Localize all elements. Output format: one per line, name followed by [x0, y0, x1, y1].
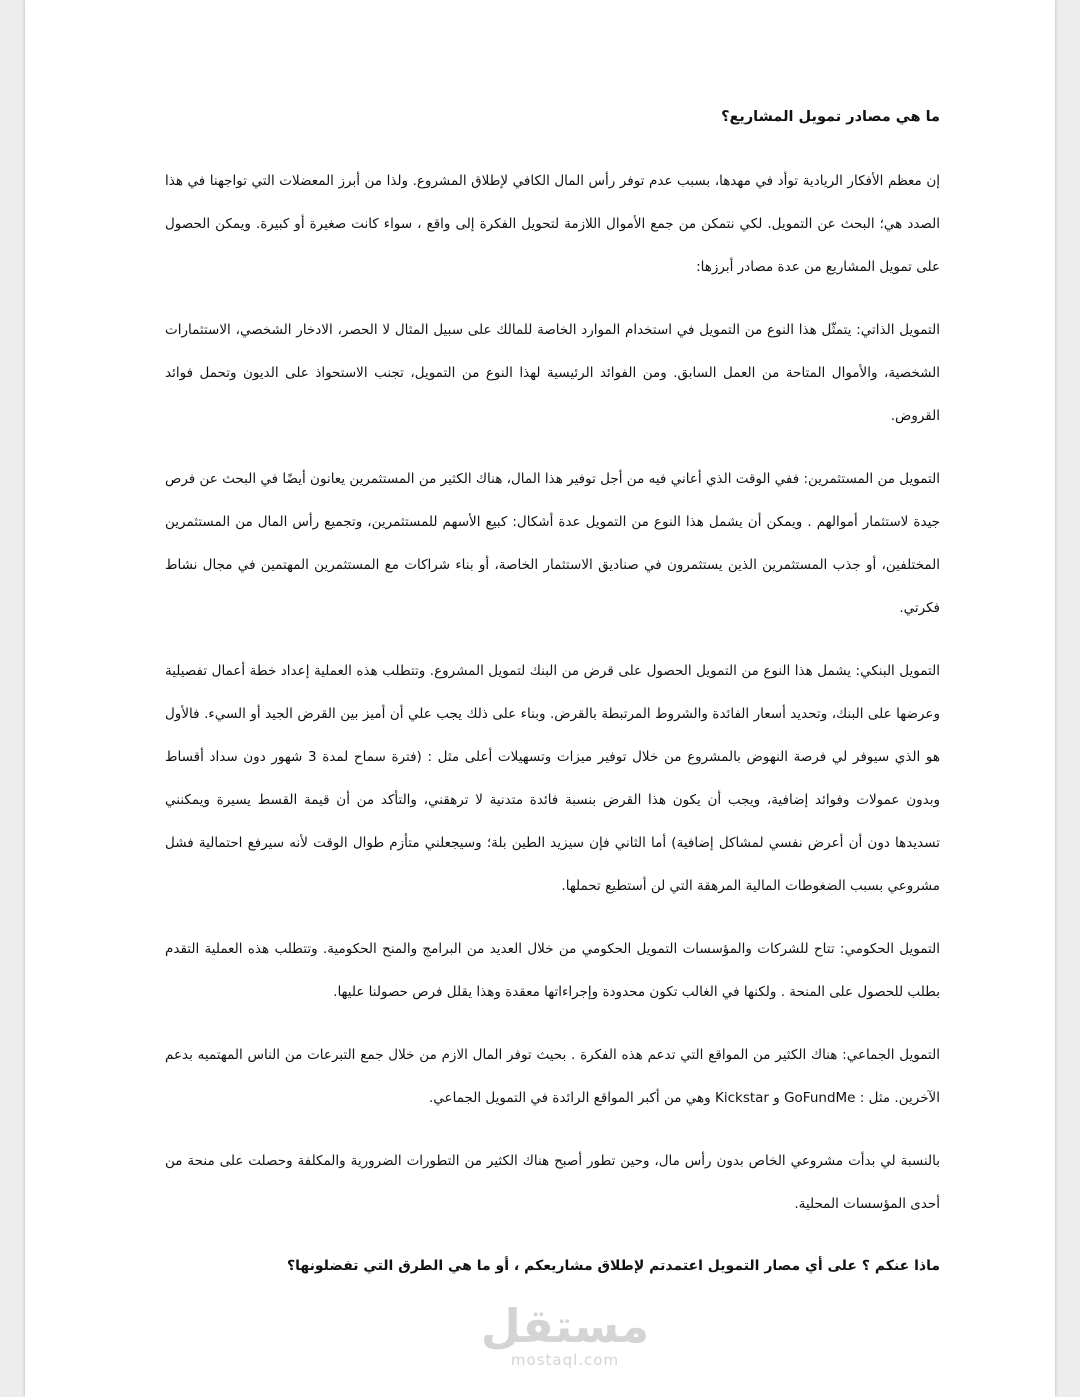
bank-funding-paragraph: التمويل البنكي: يشمل هذا النوع من التمويل الحصول على قرض من البنك لتمويل المشروع. وتتطلب هذه العملية إعداد خطة أعمال تفصيلية وعرضها على البنك، وتحديد أسعار الفائدة والشروط المرتبطة بالقرض. وبناء على ذلك يجب علي أن أميز بين القرض الجيد أو السيء. فالأول هو الذي سيوفر لي فرصة النهوض بالمشروع من خلال توفير ميزات وتسهيلات أعلى مثل : (فترة سماح لمدة 3 شهور دون سداد أقساط وبدون عمولات وفوائد إضافية، ويجب أن يكون هذا القرض بنسبة فائدة متدنية لا ترهقني، والتأكد من أن قيمة القسط يسيرة ويمكنني تسديدها دون أن أعرض نفسي لمشاكل إضافية) أما الثاني فإن سيزيد الطين بلة؛ وسيجعلني متأزم طوال الوقت لأنه سيرفع احتمالية فشل مشروعي بسبب الضغوطات المالية المرهقة التي لن أستطيع تحملها.	[165, 663, 940, 894]
self-funding-paragraph: التمويل الذاتي: يتمثّل هذا النوع من التمويل في استخدام الموارد الخاصة للمالك على سبيل المثال لا الحصر، الادخار الشخصي، الاستثمارات الشخصية، والأموال المتاحة من العمل السابق. ومن الفوائد الرئيسية لهذا النوع من التمويل، تجنب الاستحواذ على الديون وتحمل فوائد القروض.	[165, 322, 940, 424]
document-page	[25, 0, 1055, 1397]
closing-question: ماذا عنكم ؟ على أي مصار التمويل اعتمدتم لإطلاق مشاريعكم ، أو ما هي الطرق التي تفضلونها؟	[287, 1258, 940, 1274]
intro-paragraph: إن معظم الأفكار الريادية توأد في مهدها، بسبب عدم توفر رأس المال الكافي لإطلاق المشروع. ولذا من أبرز المعضلات التي تواجهنا في هذا الصدد هي؛ البحث عن التمويل. لكي نتمكن من جمع الأموال اللازمة لتحويل الفكرة إلى واقع ، سواء كانت صغيرة أو كبيرة. ويمكن الحصول على تمويل المشاريع من عدة مصادر أبرزها:	[165, 173, 940, 275]
watermark-brand-domain: mostaql.com	[510, 1351, 620, 1369]
document-body	[165, 100, 940, 1286]
mostaql-watermark	[465, 1300, 665, 1380]
government-funding-paragraph: التمويل الحكومي: تتاح للشركات والمؤسسات التمويل الحكومي من خلال العديد من البرامج والمنح الحكومية. وتتطلب هذه العملية التقدم بطلب للحصول على المنحة . ولكنها في الغالب تكون محدودة وإجراءاتها معقدة وهذا يقلل فرص حصولنا عليها.	[165, 941, 940, 1000]
crowdfunding-paragraph: التمويل الجماعي: هناك الكثير من المواقع التي تدعم هذه الفكرة . بحيث توفر المال الازم من خلال جمع التبرعات من الناس المهتميه بدعم الآخرين. مثل : GoFundMe و Kickstar وهي من أكبر المواقع الرائدة في التمويل الجماعي.	[165, 1047, 940, 1106]
personal-experience-paragraph: بالنسبة لي بدأت مشروعي الخاص بدون رأس مال، وحين تطور أصبح هناك الكثير من التطورات الضرورية والمكلفة وحصلت على منحة من أحدى المؤسسات المحلية.	[165, 1153, 940, 1212]
document-title: ما هي مصادر تمويل المشاريع؟	[721, 109, 940, 125]
investor-funding-paragraph: التمويل من المستثمرين: ففي الوقت الذي أعاني فيه من أجل توفير هذا المال، هناك الكثير من المستثمرين يعانون أيضًا في البحث عن فرص جيدة لاستثمار أموالهم . ويمكن أن يشمل هذا النوع من التمويل عدة أشكال: كبيع الأسهم للمستثمرين، وتجميع رأس المال من المستثمرين المختلفين، أو جذب المستثمرين الذين يستثمرون في صناديق الاستثمار الخاصة، أو بناء شراكات مع المستثمرين المهتمين في مجال نشاط فكرتي.	[165, 471, 940, 616]
watermark-brand-arabic: مستقل	[480, 1299, 650, 1353]
